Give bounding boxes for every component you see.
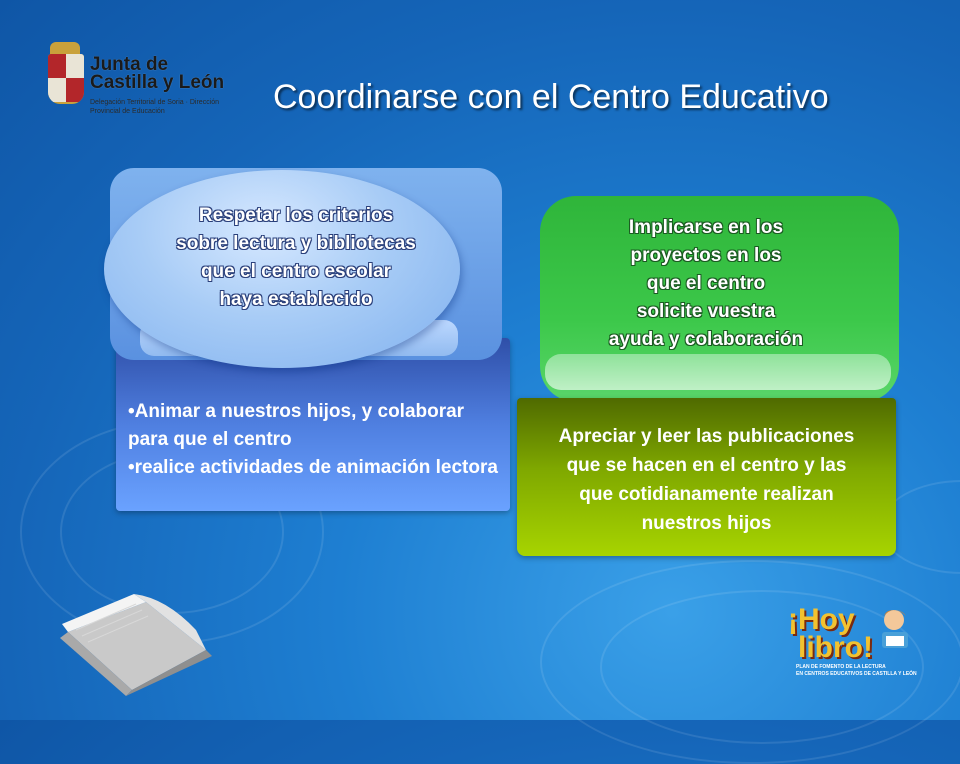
hoy-libro-logo bbox=[788, 603, 918, 686]
logo-subtitle: Delegación Territorial de Soria · Dirección Provincial de Educación bbox=[90, 99, 220, 115]
bullet-item: •Animar a nuestros hijos, y colaborar para que el centro bbox=[128, 401, 465, 450]
reading-kid-icon bbox=[876, 606, 914, 654]
green-panel-band bbox=[545, 354, 891, 390]
blue-ellipse-text: Respetar los criterios sobre lectura y bibliotecas que el centro escolar haya establecido bbox=[176, 205, 416, 310]
blue-bullet-list bbox=[128, 398, 498, 482]
page-title: Coordinarse con el Centro Educativo bbox=[273, 78, 829, 116]
green-panel-text: Implicarse en los proyectos en los que el centro solicite vuestra ayuda y colaboración bbox=[608, 217, 804, 350]
open-book-icon bbox=[56, 590, 236, 700]
olive-box-text: Apreciar y leer las publicaciones que se hacen en el centro y las que cotidianamente realizan nuestros hijos bbox=[558, 426, 855, 534]
crown-icon bbox=[50, 42, 80, 54]
coat-of-arms-icon bbox=[48, 54, 84, 104]
logo-title: Junta de Castilla y León bbox=[90, 54, 225, 93]
hoy-libro-tagline: PLAN DE FOMENTO DE LA LECTURA EN CENTROS EDUCATIVOS DE CASTILLA Y LEÓN bbox=[796, 664, 917, 677]
hoy-libro-wordmark: ¡Hoy libro! bbox=[788, 603, 873, 664]
bullet-item: •realice actividades de animación lectora bbox=[128, 457, 498, 478]
junta-logo bbox=[46, 42, 236, 122]
